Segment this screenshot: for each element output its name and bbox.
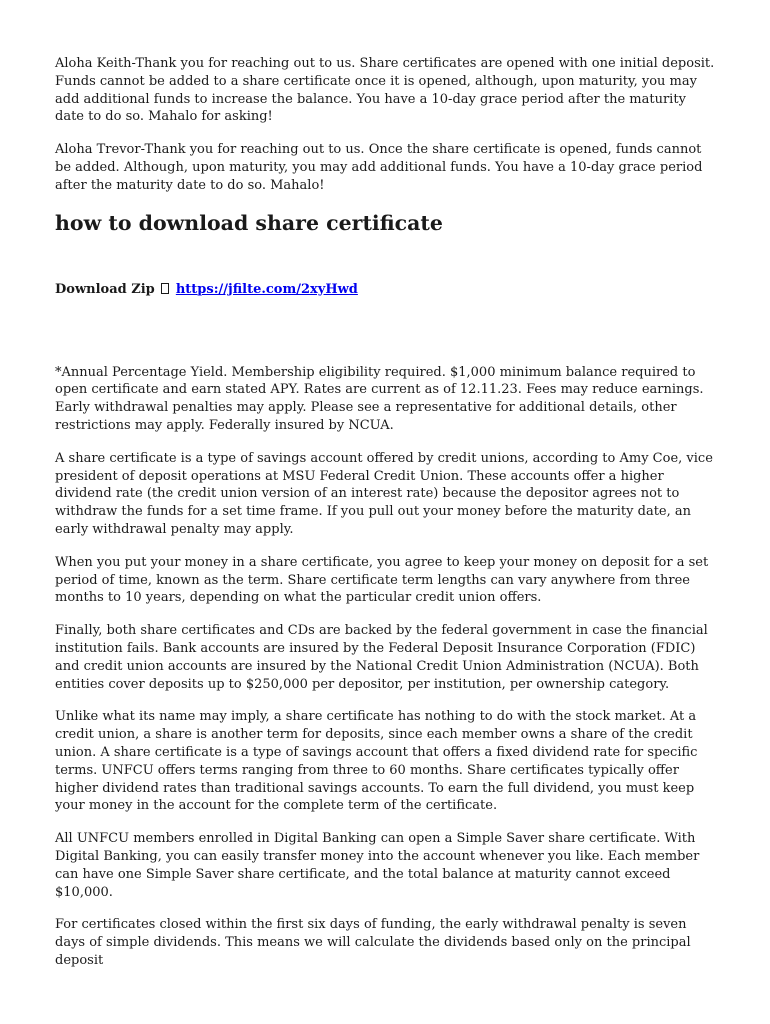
intro-paragraph-trevor: Aloha Trevor-Thank you for reaching out to us. Once the share certificate is opened, funds cannot be added. Although, upon maturity, you may add additional funds. You have a 10-day grace period after the maturity date to do so. Mahalo! bbox=[55, 142, 703, 193]
download-line bbox=[55, 281, 716, 298]
stock-market-paragraph: Unlike what its name may imply, a share certificate has nothing to do with the stock market. At a credit union, a share is another term for deposits, since each member owns a share of the credit union. A share certificate is a type of savings account that offers a fixed dividend rate for specific terms. UNFCU offers terms ranging from three to 60 months. Share certificates typically offer higher dividend rates than traditional savings accounts. To earn the full dividend, you must keep your money in the account for the complete term of the certificate. bbox=[55, 709, 698, 814]
insurance-paragraph: Finally, both share certificates and CDs are backed by the federal government in case the financial institution fails. Bank accounts are insured by the Federal Deposit Insurance Corporation (FDIC) and credit union accounts are insured by the National Credit Union Administration (NCUA). Both entities cover deposits up to $250,000 per depositor, per institution, per ownership category. bbox=[55, 623, 708, 692]
share-certificate-definition-paragraph: A share certificate is a type of savings account offered by credit unions, according to Amy Coe, vice president of deposit operations at MSU Federal Credit Union. These accounts offer a higher dividend rate (the credit union version of an interest rate) because the depositor agrees not to withdraw the funds for a set time frame. If you pull out your money before the maturity date, an early withdrawal penalty may apply. bbox=[55, 450, 713, 537]
digital-banking-paragraph: All UNFCU members enrolled in Digital Banking can open a Simple Saver share certificate. With Digital Banking, you can easily transfer money into the account whenever you like. Each member can have one Simple Saver share certificate, and the total balance at maturity cannot exceed $10,000. bbox=[55, 831, 700, 900]
missing-glyph-icon bbox=[161, 283, 169, 294]
download-link[interactable]: https://jfilte.com/2xyHwd bbox=[175, 281, 358, 297]
term-paragraph: When you put your money in a share certificate, you agree to keep your money on deposit for a set period of time, known as the term. Share certificate term lengths can vary anywhere from three months to 10 years, depending on what the particular credit union offers. bbox=[55, 554, 709, 606]
download-label: Download Zip bbox=[55, 281, 155, 297]
early-withdrawal-paragraph: For certificates closed within the first six days of funding, the early withdrawal penalty is seven days of simple dividends. This means we will calculate the dividends based only on the principal deposit bbox=[55, 917, 691, 968]
section-heading: how to download share certificate bbox=[55, 210, 443, 235]
apy-disclaimer-paragraph: *Annual Percentage Yield. Membership eligibility required. $1,000 minimum balance required to open certificate and earn stated APY. Rates are current as of 12.11.23. Fees may reduce earnings. Early withdrawal penalties may apply. Please see a representative for additional details, other restrictions may apply. Federally insured by NCUA. bbox=[55, 364, 704, 433]
intro-paragraph-keith: Aloha Keith-Thank you for reaching out to us. Share certificates are opened with one initial deposit. Funds cannot be added to a share certificate once it is opened, although, upon maturity, you may add additional funds to increase the balance. You have a 10-day grace period after the maturity date to do so. Mahalo for asking! bbox=[55, 56, 715, 125]
